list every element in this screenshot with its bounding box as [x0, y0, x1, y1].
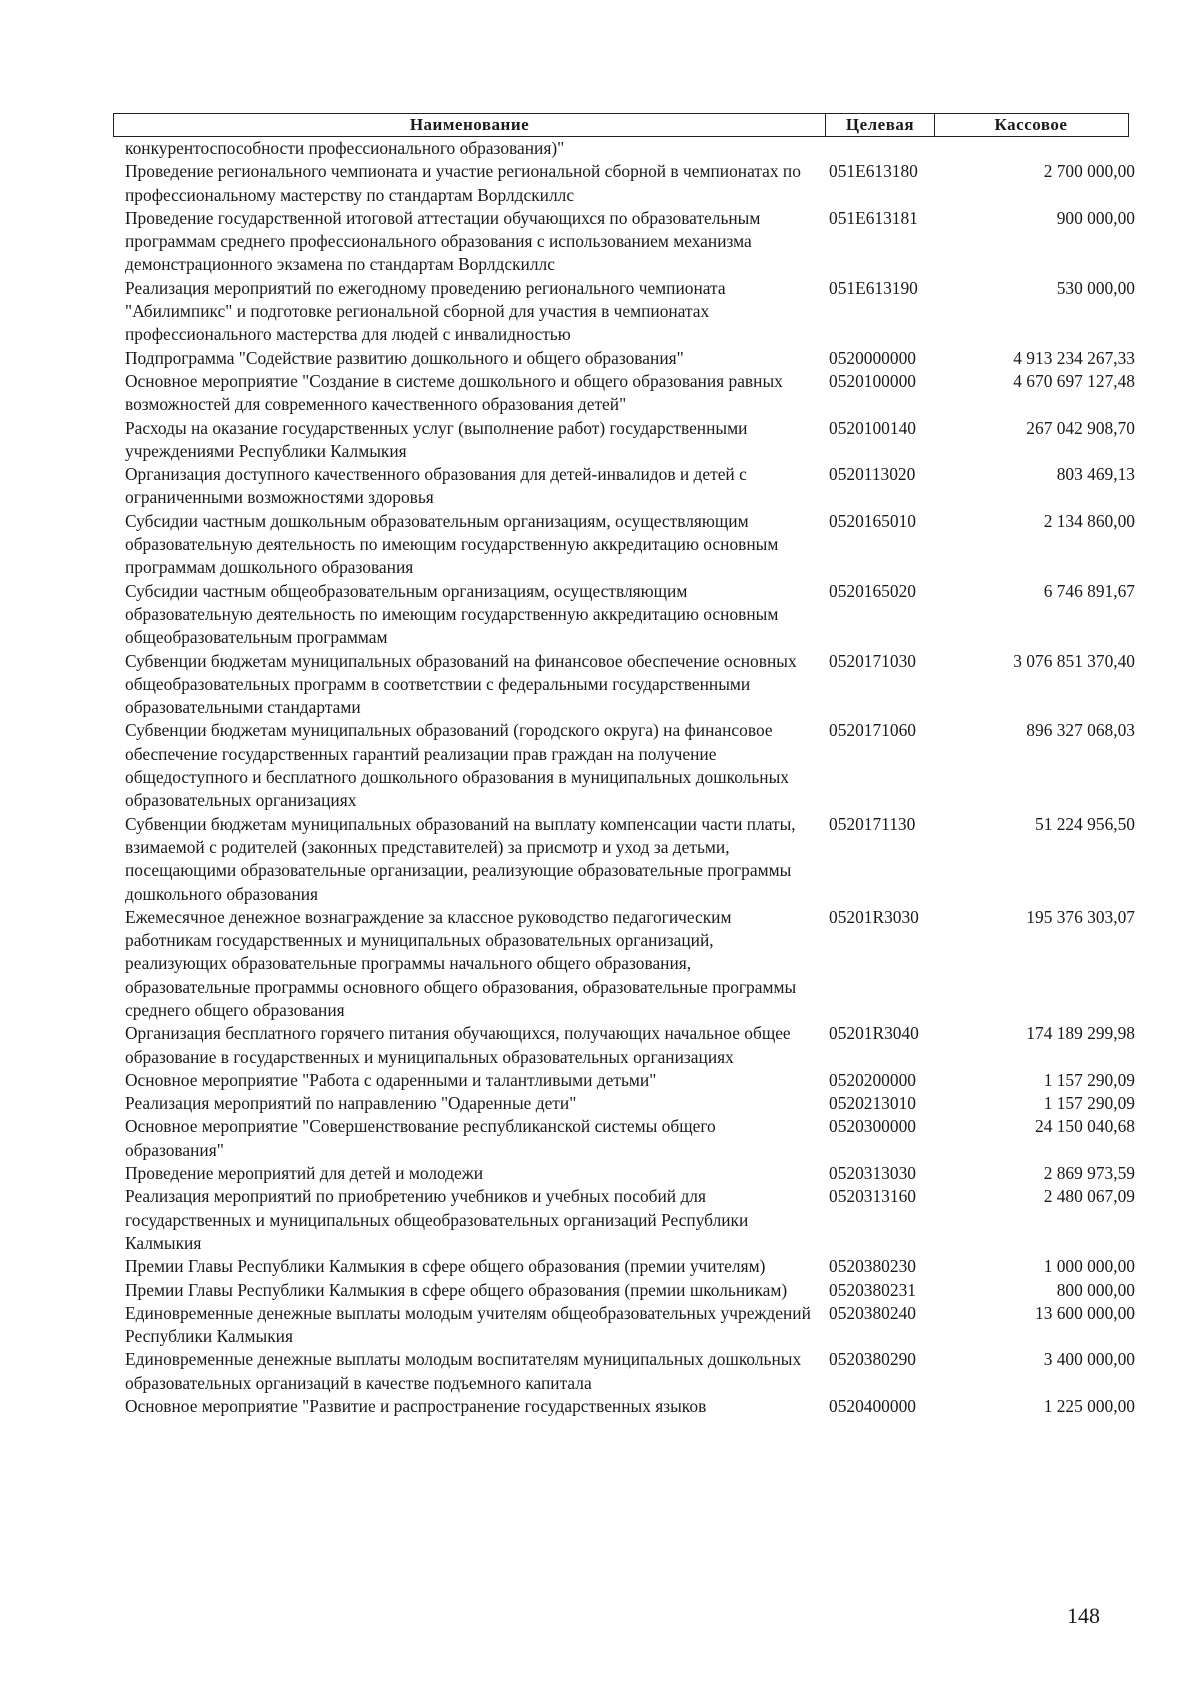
- table-body: [125, 137, 1135, 1418]
- row-name: Ежемесячное денежное вознаграждение за классное руководство педагогическим работникам государственных и муниципальных образовательных организаций, реализующих образовательные программы начального общего образования, образовательные программы основного общего образования, образовательные программы среднего общего образования: [125, 906, 797, 1020]
- table-row: [125, 1092, 1135, 1115]
- table-row: [125, 137, 1135, 160]
- row-code: 0520313160: [829, 1186, 916, 1207]
- row-code: 05201R3030: [829, 906, 919, 927]
- table-row: [125, 417, 1135, 464]
- table-row: [125, 1255, 1135, 1278]
- row-amount: 803 469,13: [1056, 464, 1135, 485]
- row-amount: 3 076 851 370,40: [1013, 650, 1135, 671]
- row-amount: 1 225 000,00: [1043, 1396, 1135, 1417]
- row-code: 0520380230: [829, 1256, 916, 1277]
- row-amount: 51 224 956,50: [1035, 813, 1135, 834]
- row-name: Основное мероприятие "Работа с одаренными и талантливыми детьми": [125, 1069, 657, 1090]
- row-amount: 1 157 290,09: [1043, 1069, 1135, 1090]
- row-code: 0520380240: [829, 1302, 916, 1323]
- row-name: Субвенции бюджетам муниципальных образований (городского округа) на финансовое обеспечение государственных гарантий реализации прав граждан на получение общедоступного и бесплатного дошкольного образования в муниципальных дошкольных образовательных организациях: [125, 720, 789, 811]
- table-row: [125, 1395, 1135, 1418]
- row-amount: 24 150 040,68: [1035, 1116, 1135, 1137]
- table-row: [125, 813, 1135, 906]
- row-amount: 800 000,00: [1056, 1279, 1135, 1300]
- row-name: конкурентоспособности профессионального образования)": [125, 138, 565, 158]
- row-code: 051E613190: [829, 277, 918, 298]
- row-code: 0520165010: [829, 510, 916, 531]
- row-name: Реализация мероприятий по ежегодному проведению регионального чемпионата "Абилимпикс" и подготовке региональной сборной для участия в чемпионатах профессионального мастерства для людей с инвалидностью: [125, 277, 726, 345]
- table-row: [125, 1069, 1135, 1092]
- row-amount: 2 869 973,59: [1043, 1163, 1135, 1184]
- table-row: [125, 1022, 1135, 1069]
- table-row: [125, 160, 1135, 207]
- header-name: Наименование: [114, 114, 826, 136]
- row-code: 0520380231: [829, 1279, 916, 1300]
- row-code: 0520171130: [829, 813, 916, 834]
- table-row: [125, 580, 1135, 650]
- row-amount: 174 189 299,98: [1026, 1023, 1135, 1044]
- table-row: [125, 1185, 1135, 1255]
- row-name: Проведение мероприятий для детей и молодежи: [125, 1163, 484, 1184]
- row-code: 051E613181: [829, 207, 918, 228]
- row-code: 0520113020: [829, 464, 916, 485]
- row-amount: 13 600 000,00: [1035, 1302, 1135, 1323]
- row-code: 05201R3040: [829, 1023, 919, 1044]
- table-row: [125, 277, 1135, 347]
- table-row: [125, 650, 1135, 720]
- row-name: Основное мероприятие "Развитие и распространение государственных языков: [125, 1396, 707, 1417]
- row-amount: 2 480 067,09: [1043, 1186, 1135, 1207]
- row-amount: 3 400 000,00: [1043, 1349, 1135, 1370]
- row-amount: 2 700 000,00: [1043, 161, 1135, 182]
- table-row: [125, 347, 1135, 370]
- row-name: Проведение регионального чемпионата и участие региональной сборной в чемпионатах по профессиональному мастерству по стандартам Ворлдскиллс: [125, 161, 801, 205]
- row-name: Премии Главы Республики Калмыкия в сфере общего образования (премии школьникам): [125, 1279, 788, 1300]
- row-name: Расходы на оказание государственных услуг (выполнение работ) государственными учреждениями Республики Калмыкия: [125, 417, 748, 461]
- row-amount: 2 134 860,00: [1043, 510, 1135, 531]
- row-name: Подпрограмма "Содействие развитию дошкольного и общего образования": [125, 347, 684, 368]
- row-amount: 900 000,00: [1056, 207, 1135, 228]
- row-name: Реализация мероприятий по направлению "Одаренные дети": [125, 1093, 577, 1114]
- table-row: [125, 1279, 1135, 1302]
- table-row: [125, 370, 1135, 417]
- row-amount: 1 157 290,09: [1043, 1093, 1135, 1114]
- row-name: Субсидии частным дошкольным образовательным организациям, осуществляющим образовательную деятельность по имеющим государственную аккредитацию основным программам дошкольного образования: [125, 510, 779, 578]
- row-amount: 4 670 697 127,48: [1013, 370, 1135, 391]
- header-code: Целевая: [826, 114, 935, 136]
- table-row: [125, 1162, 1135, 1185]
- row-code: [825, 137, 955, 160]
- row-amount: 6 746 891,67: [1043, 580, 1135, 601]
- row-code: 0520213010: [829, 1093, 916, 1114]
- page-number: 148: [1067, 1603, 1100, 1628]
- row-name: Субвенции бюджетам муниципальных образований на выплату компенсации части платы, взимаемой с родителей (законных представителей) за присмотр и уход за детьми, посещающими образовательные организации, реализующие образовательные программы дошкольного образования: [125, 813, 796, 904]
- table-row: [125, 906, 1135, 1022]
- row-code: 0520400000: [829, 1396, 916, 1417]
- row-code: 0520380290: [829, 1349, 916, 1370]
- row-amount: 4 913 234 267,33: [1013, 347, 1135, 368]
- row-amount: 195 376 303,07: [1026, 906, 1135, 927]
- table-row: [125, 207, 1135, 277]
- row-code: 0520200000: [829, 1069, 916, 1090]
- row-code: 0520100140: [829, 417, 916, 438]
- table-row: [125, 1348, 1135, 1395]
- row-name: Проведение государственной итоговой аттестации обучающихся по образовательным программам среднего профессионального образования с использованием механизма демонстрационного экзамена по стандартам Ворлдскиллс: [125, 207, 761, 275]
- row-name: Единовременные денежные выплаты молодым воспитателям муниципальных дошкольных образовательных организаций в качестве подъемного капитала: [125, 1349, 802, 1393]
- row-name: Субвенции бюджетам муниципальных образований на финансовое обеспечение основных общеобразовательных программ в соответствии с федеральными государственными образовательными стандартами: [125, 650, 797, 718]
- row-amount: 896 327 068,03: [1026, 720, 1135, 741]
- row-code: 051E613180: [829, 161, 918, 182]
- row-amount: [955, 137, 1135, 160]
- header-amount: Кассовое: [994, 115, 1068, 134]
- row-name: Организация доступного качественного образования для детей-инвалидов и детей с ограниченными возможностями здоровья: [125, 464, 747, 508]
- row-code: 0520100000: [829, 370, 916, 391]
- row-amount: 1 000 000,00: [1043, 1256, 1135, 1277]
- table-row: [125, 1302, 1135, 1349]
- row-code: 0520000000: [829, 347, 916, 368]
- row-name: Реализация мероприятий по приобретению учебников и учебных пособий для государственных и муниципальных общеобразовательных организаций Республики Калмыкия: [125, 1186, 749, 1253]
- row-name: Организация бесплатного горячего питания обучающихся, получающих начальное общее образование в государственных и муниципальных образовательных организациях: [125, 1023, 791, 1067]
- row-name: Основное мероприятие "Совершенствование республиканской системы общего образования": [125, 1116, 716, 1160]
- row-name: Основное мероприятие "Создание в системе дошкольного и общего образования равных возможностей для современного качественного образования детей": [125, 370, 783, 415]
- table-header: [113, 113, 1129, 137]
- row-amount: 530 000,00: [1056, 277, 1135, 298]
- row-code: 0520300000: [829, 1116, 916, 1137]
- row-name: Субсидии частным общеобразовательным организациям, осуществляющим образовательную деятельность по имеющим государственную аккредитацию основным общеобразовательным программам: [125, 580, 779, 648]
- table-row: [125, 510, 1135, 580]
- row-name: Премии Главы Республики Калмыкия в сфере общего образования (премии учителям): [125, 1256, 766, 1277]
- row-code: 0520313030: [829, 1163, 916, 1184]
- table-row: [125, 719, 1135, 812]
- row-code: 0520171030: [829, 650, 916, 671]
- row-code: 0520165020: [829, 580, 916, 601]
- row-amount: 267 042 908,70: [1026, 417, 1135, 438]
- table-row: [125, 463, 1135, 510]
- row-code: 0520171060: [829, 720, 916, 741]
- table-row: [125, 1115, 1135, 1162]
- row-name: Единовременные денежные выплаты молодым учителям общеобразовательных учреждений Республики Калмыкия: [125, 1302, 811, 1347]
